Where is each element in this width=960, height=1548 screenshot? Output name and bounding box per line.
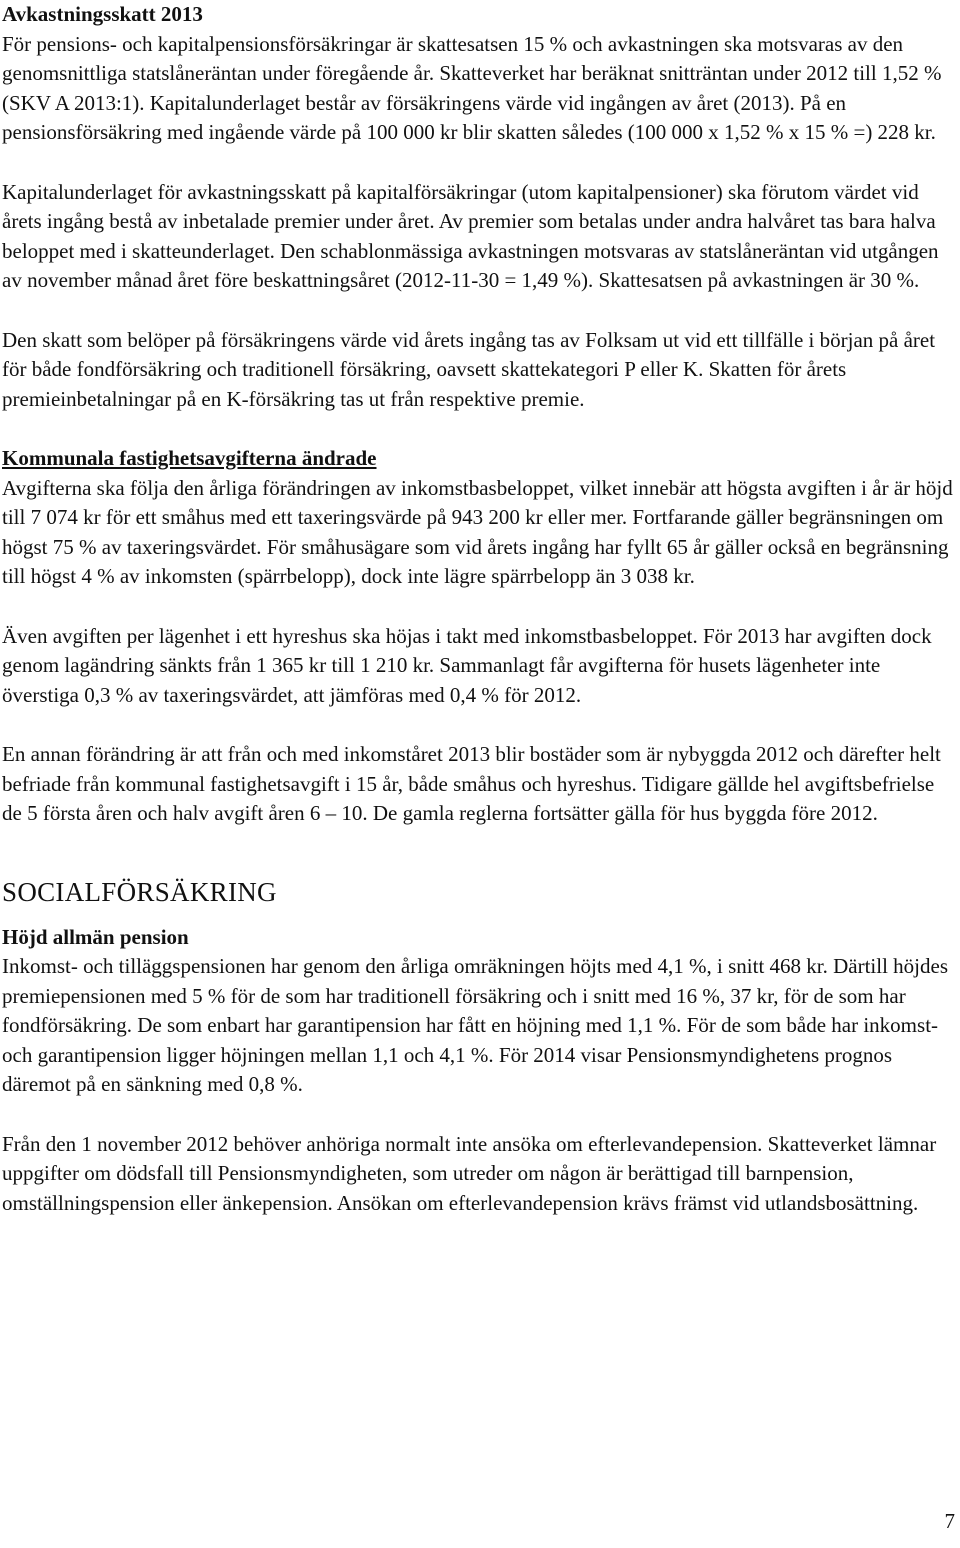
paragraph: Avgifterna ska följa den årliga förändringen av inkomstbasbeloppet, vilket innebär att högsta avgiften i år är höjd till 7 074 kr för ett småhus med ett taxeringsvärde på 943 200 kr eller mer. Fortfarande gäller begränsningen om högst 75 % av taxeringsvärdet. För småhusägare som vid årets ingång har fyllt 65 år gäller också en begränsning till högst 4 % av inkomsten (spärrbelopp), dock inte lägre spärrbelopp än 3 038 kr. bbox=[2, 475, 953, 588]
paragraph: Inkomst- och tilläggspensionen har genom den årliga omräkningen höjts med 4,1 %, i snitt 468 kr. Därtill höjdes premiepensionen med 5 % för de som har traditionell försäkring och i snitt med 16 %, 37 kr, för de som har fondförsäkring. De som enbart har garantipension har fått en höjning med 1,1 %. För de som både har inkomst- och garantipension ligger höjningen mellan 1,1 och 4,1 %. För 2014 visar Pensionsmyndighetens prognos däremot på en sänkning med 0,8 %. bbox=[2, 954, 949, 1096]
page-number: 7 bbox=[944, 1508, 955, 1533]
paragraph: Kapitalunderlaget för avkastningsskatt på kapitalförsäkringar (utom kapitalpensioner) ska förutom värdet vid årets ingång bestå av inbetalade premier under året. Av premier som betalas under andra halvåret tas bara halva beloppet med i skatteunderlaget. Den schablonmässiga avkastningen motsvaras av statslåneräntan vid utgången av november månad året före beskattningsåret (2012-11-30 = 1,49 %). Skattesatsen på avkastningen är 30 %. bbox=[2, 179, 939, 292]
paragraph: En annan förändring är att från och med inkomståret 2013 blir bostäder som är nybyggda 2012 och därefter helt befriade från kommunal fastighetsavgift i 15 år, både småhus och hyreshus. Tidigare gällde hel avgiftsbefrielse de 5 första åren och halv avgift åren 6 – 10. De gamla reglerna fortsätter gälla för hus byggda före 2012. bbox=[2, 742, 941, 825]
section-title-avkastningsskatt: Avkastningsskatt 2013 bbox=[2, 2, 203, 26]
section-title-hojd-pension: Höjd allmän pension bbox=[2, 924, 189, 949]
section-title-fastighetsavgifter: Kommunala fastighetsavgifterna ändrade bbox=[2, 446, 377, 470]
paragraph: För pensions- och kapitalpensionsförsäkringar är skattesatsen 15 % och avkastningen ska motsvaras av den genomsnittliga statslåneräntan under föregående år. Skatteverket har beräknat snitträntan under 2012 till 1,52 % (SKV A 2013:1). Kapitalunderlaget består av försäkringens värde vid ingången av året (2013). På en pensionsförsäkring med ingående värde på 100 000 kr blir skatten således (100 000 x 1,52 % x 15 % =) 228 kr. bbox=[2, 31, 942, 144]
paragraph: Även avgiften per lägenhet i ett hyreshus ska höjas i takt med inkomstbasbeloppet. För 2013 har avgiften dock genom lagändring sänkts från 1 365 kr till 1 210 kr. Sammanlagt får avgifterna för husets lägenheter inte överstiga 0,3 % av taxeringsvärdet, att jämföras med 0,4 % för 2012. bbox=[2, 623, 932, 707]
paragraph: Från den 1 november 2012 behöver anhöriga normalt inte ansöka om efterlevandepension. Skatteverket lämnar uppgifter om dödsfall till Pensionsmyndigheten, som utreder om någon är berättigad till barnpension, omställningspension eller änkepension. Ansökan om efterlevandepension krävs främst vid utlandsbosättning. bbox=[2, 1131, 937, 1215]
chapter-heading-socialforsakring: SOCIALFÖRSÄKRING bbox=[2, 876, 277, 907]
document-page bbox=[2, 0, 956, 1218]
paragraph: Den skatt som belöper på försäkringens värde vid årets ingång tas av Folksam ut vid ett tillfälle i början på året för både fondförsäkring och traditionell försäkring, oavsett skattekategori P eller K. Skatten för årets premieinbetalningar på en K-försäkring tas ut från respektive premie. bbox=[2, 327, 936, 411]
